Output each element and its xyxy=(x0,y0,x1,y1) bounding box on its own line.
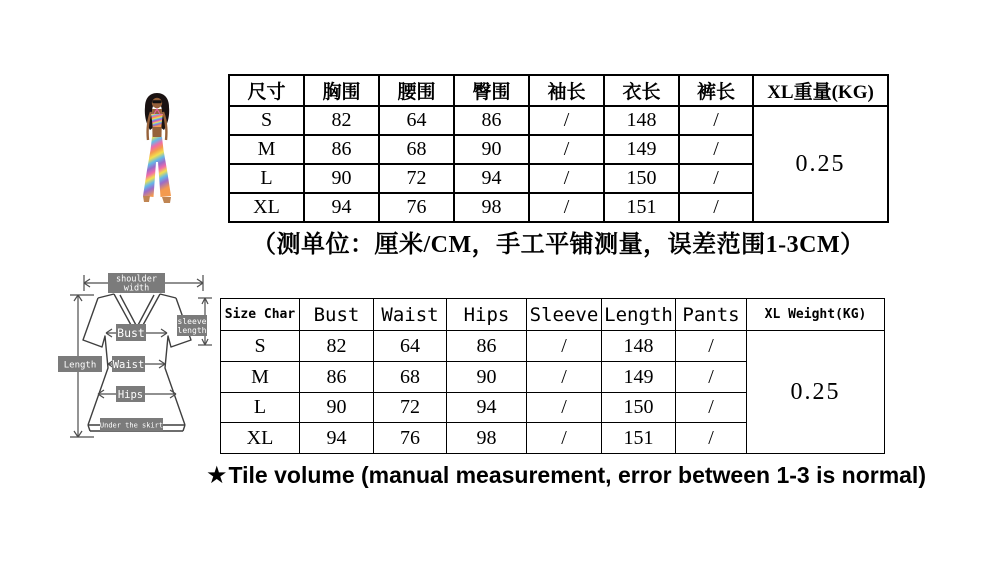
svg-text:width: width xyxy=(123,283,150,294)
value-cell: 76 xyxy=(374,423,447,454)
header-cell: Length xyxy=(602,299,676,331)
value-cell: / xyxy=(529,193,604,222)
value-cell: 90 xyxy=(454,135,529,164)
value-cell: / xyxy=(527,331,602,362)
sunglasses xyxy=(152,100,161,103)
value-cell: / xyxy=(676,423,747,454)
value-cell: 150 xyxy=(602,393,676,423)
svg-text:length: length xyxy=(177,326,207,335)
value-cell: 94 xyxy=(304,193,379,222)
waist-label xyxy=(112,356,145,372)
value-cell: 90 xyxy=(304,164,379,193)
value-cell: 64 xyxy=(379,106,454,135)
model-figure xyxy=(143,93,171,203)
header-cell: Size Char xyxy=(221,299,300,331)
value-cell: 90 xyxy=(447,362,527,393)
header-cell: 衣长 xyxy=(604,75,679,106)
value-cell: 94 xyxy=(447,393,527,423)
svg-text:Length: Length xyxy=(63,360,97,371)
crop-top xyxy=(151,114,163,127)
svg-text:shoulder: shoulder xyxy=(116,274,157,285)
header-cell: 裤长 xyxy=(679,75,753,106)
value-cell: 72 xyxy=(374,393,447,423)
sleeve-length-label xyxy=(177,315,207,336)
value-cell: 150 xyxy=(604,164,679,193)
size-cell: S xyxy=(229,106,304,135)
header-cell: Sleeve xyxy=(527,299,602,331)
value-cell: 94 xyxy=(454,164,529,193)
value-cell: 86 xyxy=(304,135,379,164)
header-cell: 腰围 xyxy=(379,75,454,106)
value-cell: 86 xyxy=(300,362,374,393)
value-cell: / xyxy=(529,106,604,135)
svg-text:Waist: Waist xyxy=(112,359,145,371)
table-row xyxy=(229,106,888,135)
value-cell: / xyxy=(527,423,602,454)
value-cell: 86 xyxy=(447,331,527,362)
value-cell: 82 xyxy=(300,331,374,362)
value-cell: 149 xyxy=(602,362,676,393)
value-cell: 151 xyxy=(602,423,676,454)
value-cell: / xyxy=(679,135,753,164)
star-icon: ★ xyxy=(206,462,228,489)
length-label xyxy=(58,356,102,372)
header-cell: 臀围 xyxy=(454,75,529,106)
header-cell: 胸围 xyxy=(304,75,379,106)
value-cell: / xyxy=(527,362,602,393)
size-cell: XL xyxy=(221,423,300,454)
weight-cell: 0.25 xyxy=(747,331,885,454)
svg-text:Bust: Bust xyxy=(117,326,145,340)
size-table-cn xyxy=(228,74,889,223)
value-cell: / xyxy=(676,362,747,393)
value-cell: 151 xyxy=(604,193,679,222)
table-row xyxy=(221,299,885,331)
value-cell: 64 xyxy=(374,331,447,362)
value-cell: 68 xyxy=(374,362,447,393)
value-cell: 90 xyxy=(300,393,374,423)
header-cell: Pants xyxy=(676,299,747,331)
value-cell: / xyxy=(679,193,753,222)
under-skirt-label xyxy=(100,418,163,431)
value-cell: 148 xyxy=(604,106,679,135)
value-cell: 68 xyxy=(379,135,454,164)
value-cell: / xyxy=(676,393,747,423)
measurement-note-en xyxy=(206,461,926,490)
value-cell: / xyxy=(676,331,747,362)
value-cell: 98 xyxy=(454,193,529,222)
product-photo xyxy=(131,92,183,208)
value-cell: 82 xyxy=(304,106,379,135)
size-cell: L xyxy=(229,164,304,193)
table-row xyxy=(221,331,885,362)
value-cell: 76 xyxy=(379,193,454,222)
value-cell: / xyxy=(679,164,753,193)
header-cell: XL重量(KG) xyxy=(753,75,888,106)
value-cell: 148 xyxy=(602,331,676,362)
value-cell: / xyxy=(679,106,753,135)
header-cell: Hips xyxy=(447,299,527,331)
value-cell: 149 xyxy=(604,135,679,164)
value-cell: / xyxy=(529,164,604,193)
size-cell: L xyxy=(221,393,300,423)
header-cell: XL Weight(KG) xyxy=(747,299,885,331)
value-cell: 94 xyxy=(300,423,374,454)
value-cell: 72 xyxy=(379,164,454,193)
bust-label xyxy=(116,324,146,341)
svg-text:Under the skirt: Under the skirt xyxy=(99,421,164,430)
weight-cell: 0.25 xyxy=(753,106,888,222)
measurement-note-cn: （测单位：厘米/CM，手工平铺测量，误差范围1-3CM） xyxy=(252,232,865,258)
shoulder-width-label xyxy=(108,273,165,294)
value-cell: / xyxy=(527,393,602,423)
header-cell: 袖长 xyxy=(529,75,604,106)
svg-text:sleeve: sleeve xyxy=(177,317,207,326)
size-cell: S xyxy=(221,331,300,362)
size-cell: M xyxy=(229,135,304,164)
value-cell: / xyxy=(529,135,604,164)
size-cell: M xyxy=(221,362,300,393)
size-table-en xyxy=(220,298,885,454)
flared-pants xyxy=(143,137,171,197)
header-cell: 尺寸 xyxy=(229,75,304,106)
table-row xyxy=(229,75,888,106)
measurement-note-en-text: Tile volume (manual measurement, error between 1-3 is normal) xyxy=(228,462,926,488)
size-cell: XL xyxy=(229,193,304,222)
value-cell: 86 xyxy=(454,106,529,135)
measurement-diagram xyxy=(50,268,218,458)
header-cell: Bust xyxy=(300,299,374,331)
header-cell: Waist xyxy=(374,299,447,331)
svg-text:Hips: Hips xyxy=(117,389,144,401)
hips-label xyxy=(116,386,145,402)
value-cell: 98 xyxy=(447,423,527,454)
